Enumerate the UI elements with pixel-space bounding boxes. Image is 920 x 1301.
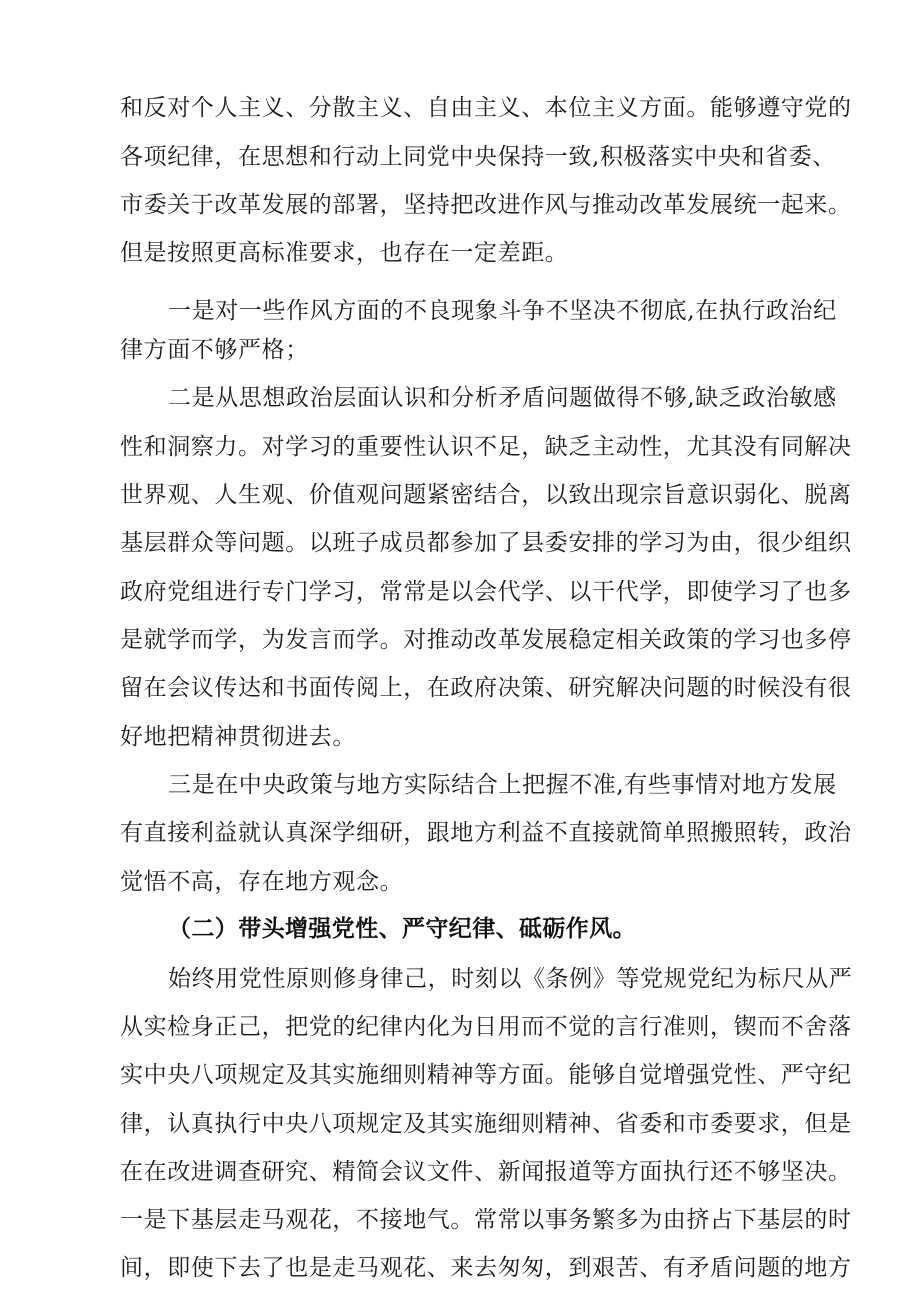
text-line: 留在会议传达和书面传阅上，在政府决策、研究解决问题的时候没有很 [120, 675, 852, 701]
text-line: 是就学而学，为发言而学。对推动改革发展稳定相关政策的学习也多停 [120, 627, 852, 653]
text-line: 始终用党性原则修身律己，时刻以《条例》等党规党纪为标尺从严 [168, 966, 853, 992]
text-line: 二是从思想政治层面认识和分析矛盾问题做得不够,缺乏政治敏感 [168, 385, 837, 411]
text-line: 各项纪律，在思想和行动上同党中央保持一致,积极落实中央和省委、 [120, 144, 836, 170]
text-line: 觉悟不高，存在地方观念。 [120, 869, 404, 895]
text-line: 在在改进调查研究、精简会议文件、新闻报道等方面执行还不够坚决。 [120, 1159, 852, 1185]
text-line: 实中央八项规定及其实施细则精神等方面。能够自觉增强党性、严守纪 [120, 1062, 852, 1088]
text-line: 一是下基层走马观花，不接地气。常常以事务繁多为由挤占下基层的时 [120, 1207, 852, 1233]
text-line: 市委关于改革发展的部署，坚持把改进作风与推动改革发展统一起来。 [120, 192, 852, 218]
text-line: 律，认真执行中央八项规定及其实施细则精神、省委和市委要求，但是 [120, 1111, 852, 1137]
text-line: 好地把精神贯彻进去。 [120, 724, 356, 750]
text-line: 性和洞察力。对学习的重要性认识不足，缺乏主动性，尤其没有同解决 [120, 434, 852, 460]
text-line: 基层群众等问题。以班子成员都参加了县委安排的学习为由，很少组织 [120, 530, 852, 556]
text-line: 从实检身正己，把党的纪律内化为日用而不觉的言行准则，锲而不舍落 [120, 1014, 852, 1040]
text-line: 有直接利益就认真深学细研，跟地方利益不直接就简单照搬照转，政治 [120, 820, 852, 846]
text-line: 世界观、人生观、价值观问题紧密结合，以致出现宗旨意识弱化、脱离 [120, 482, 852, 508]
text-line: 政府党组进行专门学习，常常是以会代学、以干代学，即使学习了也多 [120, 579, 852, 605]
text-line: 间，即使下去了也是走马观花、来去匆匆，到艰苦、有矛盾问题的地方 [120, 1255, 852, 1281]
section-heading: （二）带头增强党性、严守纪律、砥砺作风。 [168, 916, 636, 942]
text-line: 和反对个人主义、分散主义、自由主义、本位主义方面。能够遵守党的 [120, 95, 852, 121]
text-line: 律方面不够严格； [120, 337, 309, 363]
text-line: 一是对一些作风方面的不良现象斗争不坚决不彻底,在执行政治纪 [168, 298, 837, 324]
text-line: 但是按照更高标准要求，也存在一定差距。 [120, 240, 569, 266]
text-line: 三是在中央政策与地方实际结合上把握不准,有些事情对地方发展 [168, 772, 837, 798]
